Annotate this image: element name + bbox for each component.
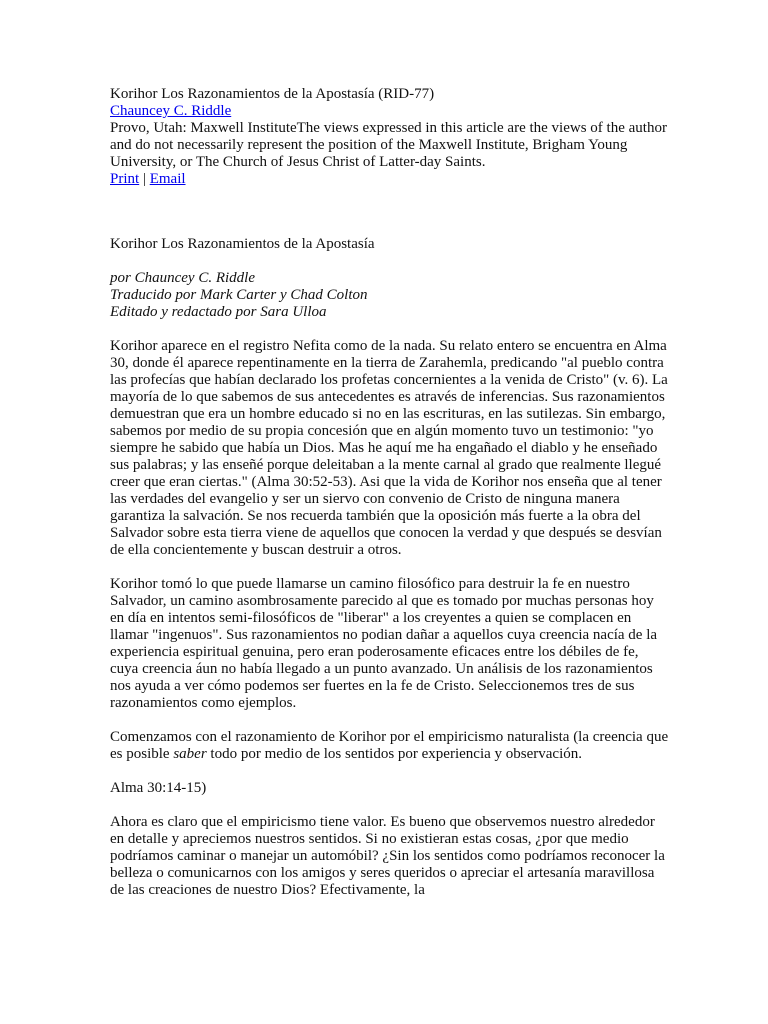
byline-author: por Chauncey C. Riddle [110,270,255,286]
print-link[interactable]: Print [110,171,140,187]
byline-translators: Traducido por Mark Carter y Chad Colton [110,287,368,303]
citation: Alma 30:14-15) [110,780,207,796]
paragraph-3 [110,729,670,763]
spacer [110,763,670,780]
header-title: Korihor Los Razonamientos de la Apostasía (RID-77) [110,86,435,102]
spacer [110,797,670,814]
byline-editor: Editado y redactado por Sara Ulloa [110,304,327,320]
link-separator: | [142,171,146,187]
publisher-note: Provo, Utah: Maxwell InstituteThe views expressed in this article are the views of the author and do not necessarily represent the position of the Maxwell Institute, Brigham Young University, or The Church of Jesus Christ of Latter-day Saints. [110,120,667,170]
paragraph-1: Korihor aparece en el registro Nefita como de la nada. Su relato entero se encuentra en Alma 30, donde él aparece repentinamente en la tierra de Zarahemla, predicando "al pueblo contra las profecías que habían declarado los profetas concernientes a la venida de Cristo" (v. 6). La mayoría de lo que sabemos de sus antecedentes es através de inferencias. Sus razonamientos demuestran que era un hombre educado si no en las escrituras, en las sutilezas. Sin embargo, sabemos por medio de su propia concesión que en algún momento tuvo un testimonio: "yo siempre he sabido que había un Dios. Mas he aquí me ha engañado el diablo y he enseñado sus palabras; y las enseñé porque deleitaban a la mente carnal al grado que realmente llegué creer que eran ciertas." (Alma 30:52-53). Asi que la vida de Korihor nos enseña que al tener las verdades del evangelio y ser un siervo con convenio de Cristo de ninguna manera garantiza la salvación. Se nos recuerda también que la oposición más fuerte a la obra del Salvador sobre esta tierra viene de aquellos que conocen la verdad y que después se desvían de ella concientemente y buscan destruir a otros. [110,338,668,558]
article-title: Korihor Los Razonamientos de la Apostasía [110,236,375,252]
paragraph-4: Ahora es claro que el empiricismo tiene valor. Es bueno que observemos nuestro alrededor en detalle y apreciemos nuestros sentidos. Si no existieran estas cosas, ¿por que medio podríamos caminar o manejar un automóbil? ¿Sin los sentidos como podríamos reconocer la belleza o comunicarnos con los amigos y seres queridos o apreciar el artesanía maravillosa de las creaciones de nuestro Dios? Efectivamente, la [110,814,665,898]
paragraph-2: Korihor tomó lo que puede llamarse un camino filosófico para destruir la fe en nuestro Salvador, un camino asombrosamente parecido al que es tomado por muchas personas hoy en día en intentos semi-filosóficos de "liberar" a los creyentes a quien se complacen en llamar "ingenuos". Sus razonamientos no podian dañar a aquellos cuya creencia nacía de la experiencia espiritual genuina, pero eran poderosamente eficaces entre los débiles de fe, cuya creencia áun no había llegado a un punto avanzado. Un análisis de los razonamientos nos ayuda a ver cómo podemos ser fuertes en la fe de Cristo. Seleccionemos tres de sus razonamientos como ejemplos. [110,576,658,711]
document-body [110,86,670,899]
share-links [110,171,670,188]
byline [110,270,670,321]
spacer [110,559,670,576]
email-link[interactable]: Email [149,171,186,187]
spacer [110,712,670,729]
header-block [110,86,670,188]
spacer [110,253,670,270]
author-link[interactable]: Chauncey C. Riddle [110,103,232,119]
paragraph-3-text-b: todo por medio de los sentidos por experiencia y observación. [206,746,582,762]
paragraph-3-emphasis: saber [173,746,207,762]
spacer [110,321,670,338]
spacer [110,188,670,236]
paragraph-3-text-a: Comenzamos con el razonamiento de Korihor por el empiricismo naturalista (la creencia que es posible [110,729,669,762]
